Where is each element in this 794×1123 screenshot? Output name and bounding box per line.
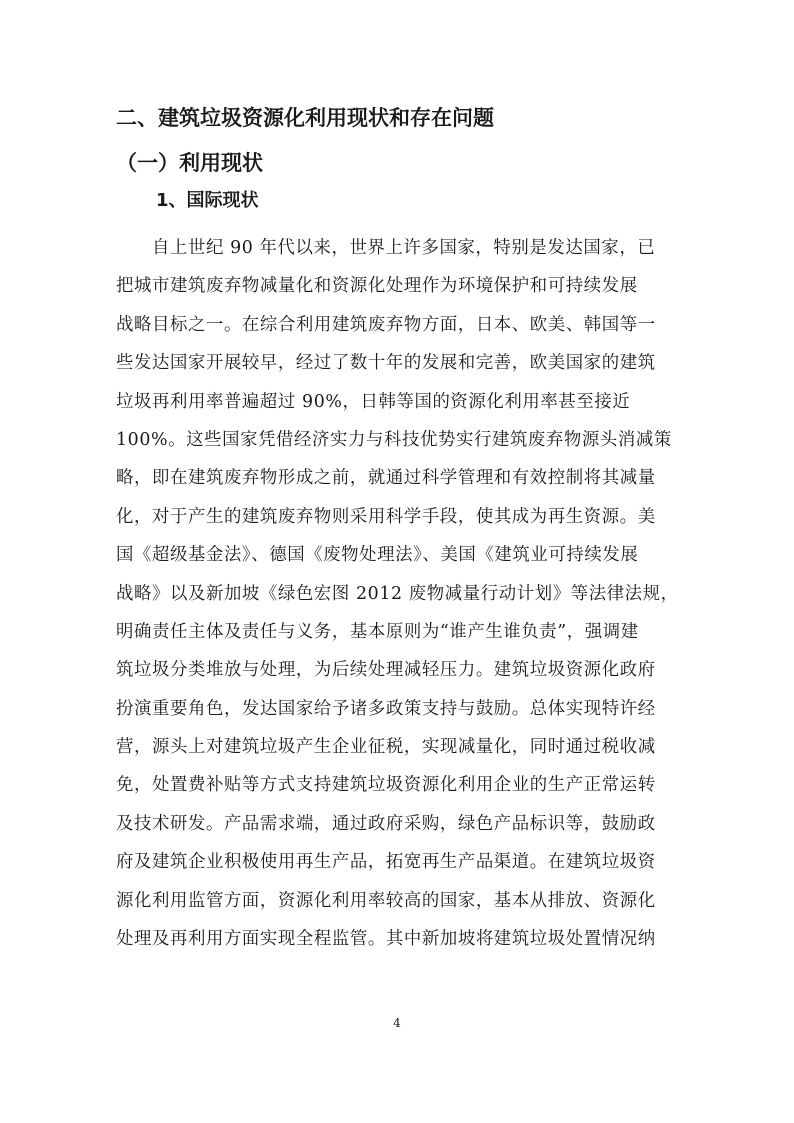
paragraph-line: 免，处置费补贴等方式支持建筑垃圾资源化利用企业的生产正常运转: [116, 775, 656, 796]
paragraph-line: 营，源头上对建筑垃圾产生企业征税，实现减量化，同时通过税收减: [116, 737, 656, 758]
paragraph-line: 筑垃圾分类堆放与处理，为后续处理减轻压力。建筑垃圾资源化政府: [116, 660, 656, 681]
paragraph-line: 国《超级基金法》、德国《废物处理法》、美国《建筑业可持续发展: [116, 545, 639, 566]
paragraph-line: 化，对于产生的建筑废弃物则采用科学手段，使其成为再生资源。美: [116, 506, 656, 527]
paragraph-line: 100%。这些国家凭借经济实力与科技优势实行建筑废弃物源头消减策: [116, 429, 672, 450]
paragraph-line: 战略》以及新加坡《绿色宏图 2012 废物减量行动计划》等法律法规，: [116, 583, 679, 604]
paragraph-line: 略，即在建筑废弃物形成之前，就通过科学管理和有效控制将其减量: [116, 468, 656, 489]
paragraph-line: 明确责任主体及责任与义务，基本原则为“谁产生谁负责”，强调建: [116, 621, 639, 642]
paragraph-line: 府及建筑企业积极使用再生产品，拓宽再生产品渠道。在建筑垃圾资: [116, 852, 656, 873]
sub-subsection-heading: 1、国际现状: [156, 190, 259, 211]
paragraph-line: 及技术研发。产品需求端，通过政府采购，绿色产品标识等，鼓励政: [116, 813, 656, 834]
body-paragraph: [116, 229, 679, 958]
page-number: 4: [393, 1016, 401, 1030]
paragraph-line: 扮演重要角色，发达国家给予诸多政策支持与鼓励。总体实现特许经: [116, 698, 656, 719]
paragraph-line: 把城市建筑废弃物减量化和资源化处理作为环境保护和可持续发展: [116, 276, 638, 297]
paragraph-line: 源化利用监管方面，资源化利用率较高的国家，基本从排放、资源化: [116, 890, 656, 911]
paragraph-line: 处理及再利用方面实现全程监管。其中新加坡将建筑垃圾处置情况纳: [116, 929, 656, 950]
paragraph-line: 垃圾再利用率普遍超过 90%，日韩等国的资源化利用率甚至接近: [116, 391, 631, 412]
paragraph-line: 战略目标之一。在综合利用建筑废弃物方面，日本、欧美、韩国等一: [116, 314, 656, 335]
paragraph-line: 些发达国家开展较早，经过了数十年的发展和完善，欧美国家的建筑: [116, 353, 656, 374]
paragraph-line: 自上世纪 90 年代以来，世界上许多国家，特别是发达国家，已: [152, 238, 656, 258]
section-heading: 二、建筑垃圾资源化利用现状和存在问题: [116, 106, 494, 130]
subsection-heading: （一）利用现状: [116, 151, 263, 175]
